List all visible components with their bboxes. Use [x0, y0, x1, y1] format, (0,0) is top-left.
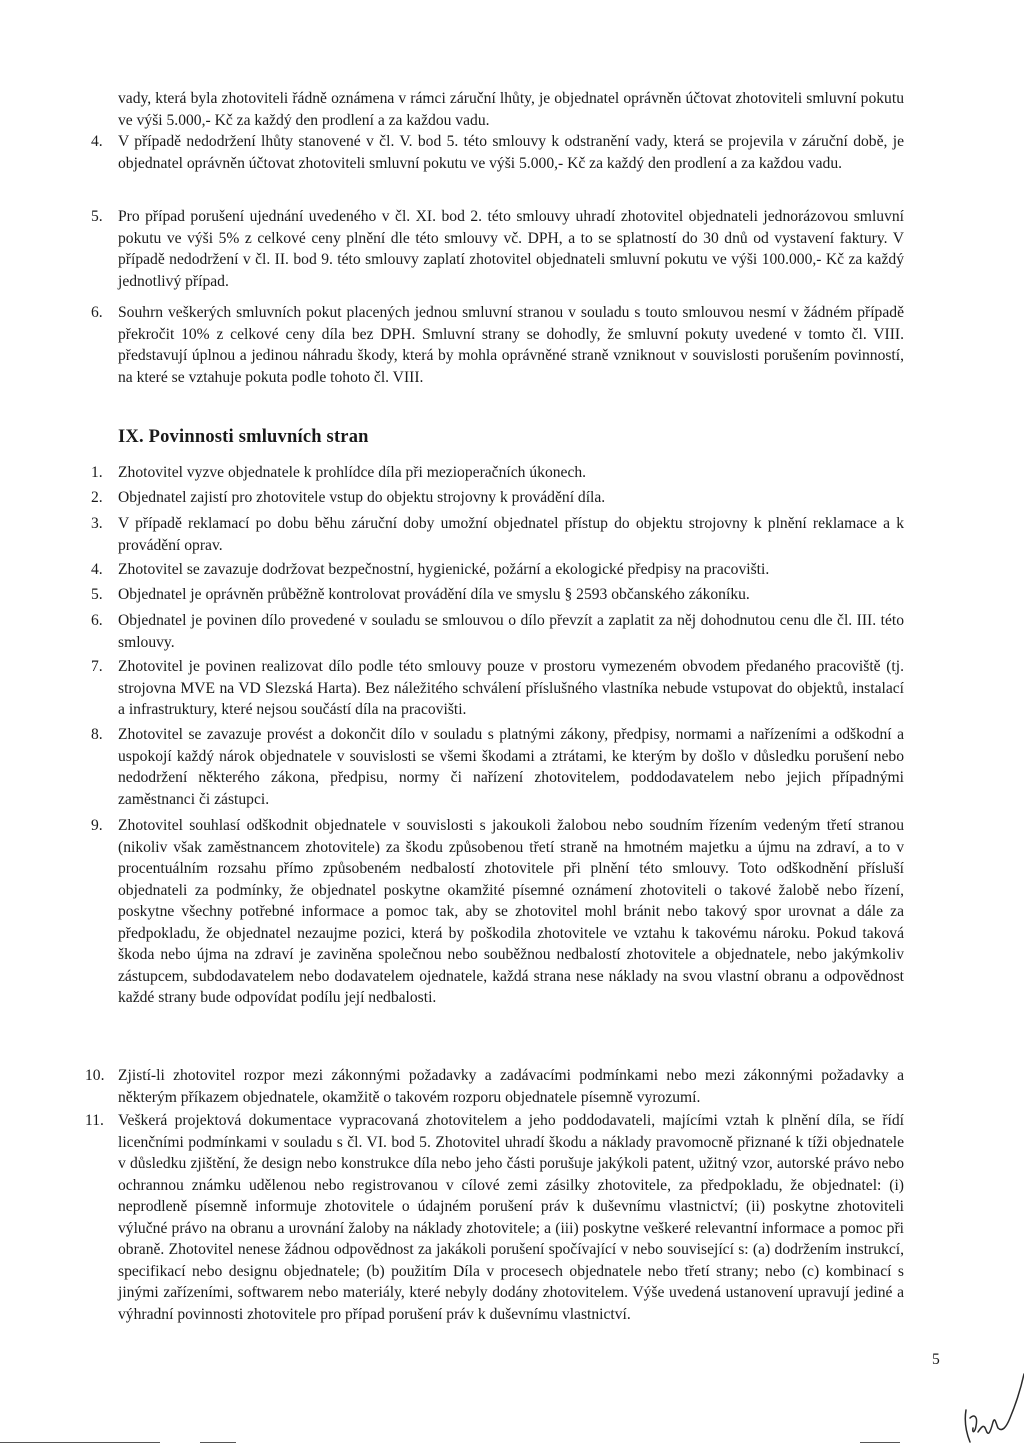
item-number: 4.	[91, 561, 103, 578]
item-number: 5.	[91, 586, 103, 603]
item-number: 7.	[91, 658, 103, 675]
item-number: 11.	[85, 1112, 104, 1129]
list-item-ix-1	[91, 462, 904, 484]
list-item-ix-8	[91, 724, 904, 810]
paragraph-continuation: vady, která byla zhotoviteli řádně oznámena v rámci záruční lhůty, je objednatel oprávněn účtovat zhotoviteli smluvní pokutu ve výši 5.000,- Kč za každý den prodlení a za každou vadu.	[118, 90, 904, 129]
item-text: Objednatel zajistí pro zhotovitele vstup do objektu strojovny k provádění díla.	[118, 489, 606, 506]
list-item-viii-4	[91, 131, 904, 174]
item-text: Zhotovitel souhlasí odškodnit objednatele v souvislosti s jakoukoli žalobou nebo soudním řízením vedeným třetí stranou (nikoliv však zaměstnancem zhotovitele) za škodu způsobenou třetí straně na hmotném majetku a újmu na zdraví, a to v procentuálním rozsahu přímo způsobeném nedbalostí zhotovitele při plnění této smlouvy. Toto odškodnění přísluší objednateli za podmínky, že objednatel poskytne okamžité písemné oznámení zhotoviteli o takové žalobě nebo řízení, poskytne všechny potřebné informace a pomoc tak, aby se zhotovitel mohl bránit nebo takový spor urovnat a dále za předpokladu, že objednatel nezaujme pozici, která by poškodila zhotovitele ve vztahu k takovému nároku. Pokud taková škoda nebo újma na zdraví je zaviněna společnou nebo souběžnou nedbalostí zhotovitele a objednatele, nebo jakýmkoliv zástupcem, subdodavatelem nebo dodavatelem ojednatele, každá strana nese náklady na svou vlastní obranu a odpovědnost každé strany bude odpovídat podílu její nedbalosti.	[118, 817, 904, 1006]
item-number: 4.	[91, 133, 103, 150]
list-item-ix-7	[91, 656, 904, 721]
item-text: Souhrn veškerých smluvních pokut placených jednou smluvní stranou v souladu s touto smlouvou nesmí v žádném případě překročit 10% z celkové ceny díla bez DPH. Smluvní strany se dohodly, že smluvní pokuty uvedené v tomto čl. VIII. představují úplnou a jedinou náhradu škody, která by mohla oprávněné straně vzniknout v souvislosti porušením povinností, na které se vztahuje pokuta podle tohoto čl. VIII.	[118, 304, 904, 386]
list-item-ix-3	[91, 513, 904, 556]
list-item-ix-9	[91, 815, 904, 1009]
list-item-ix-6	[91, 610, 904, 653]
bottom-scan-line	[200, 1442, 236, 1443]
section-heading-ix: IX. Povinnosti smluvních stran	[118, 427, 369, 447]
item-text: Pro případ porušení ujednání uvedeného v čl. XI. bod 2. této smlouvy uhradí zhotovitel objednateli jednorázovou smluvní pokutu ve výši 5% z celkové ceny plnění dle této smlouvy vč. DPH, a to se splatností do 30 dnů od vystavení faktury. V případě nedodržení v čl. II. bod 9. této smlouvy zaplatí zhotovitel objednateli smluvní pokutu ve výši 100.000,- Kč za každý jednotlivý případ.	[118, 208, 904, 290]
item-text: Zhotovitel se zavazuje dodržovat bezpečnostní, hygienické, požární a ekologické předpisy na pracovišti.	[118, 561, 770, 578]
item-text: Zhotovitel vyzve objednatele k prohlídce díla při mezioperačních úkonech.	[118, 464, 587, 481]
list-item-viii-6	[91, 302, 904, 388]
item-text: Zhotovitel je povinen realizovat dílo podle této smlouvy pouze v prostoru vymezeném obvodem předaného pracoviště (tj. strojovna MVE na VD Slezská Harta). Bez náležitého schválení příslušného vlastníka nebude vstupovat do objektů, instalací a infrastruktury, které nejsou součástí díla na pracovišti.	[118, 658, 904, 718]
list-item-ix-11	[85, 1110, 904, 1325]
item-number: 1.	[91, 464, 103, 481]
item-text: Zhotovitel se zavazuje provést a dokončit dílo v souladu s platnými zákony, předpisy, normami a nařízeními a odškodní a uspokojí každý nárok objednatele v souvislosti se všemi škodami a ztrátami, ke kterým by došlo v důsledku porušení nebo nedodržení některého zákona, předpisu, normy či nařízení zhotovitelem, poddodavatelem nebo jejich případnými zaměstnanci či zástupci.	[118, 726, 904, 808]
list-item-viii-5	[91, 206, 904, 292]
item-number: 5.	[91, 208, 103, 225]
item-number: 6.	[91, 612, 103, 629]
list-item-ix-2	[91, 487, 904, 509]
page-number: 5	[932, 1351, 940, 1368]
handwritten-initials	[960, 1370, 1024, 1446]
item-text: Objednatel je oprávněn průběžně kontrolovat provádění díla ve smyslu § 2593 občanského zákoníku.	[118, 586, 750, 603]
item-number: 8.	[91, 726, 103, 743]
item-text: Objednatel je povinen dílo provedené v souladu se smlouvou o dílo převzít a zaplatit za něj dohodnutou cenu dle čl. III. této smlouvy.	[118, 612, 904, 651]
bottom-scan-line	[0, 1442, 160, 1443]
list-item-ix-4	[91, 559, 904, 581]
item-text: V případě reklamací po dobu běhu záruční doby umožní objednatel přístup do objektu strojovny k plnění reklamace a k provádění oprav.	[118, 515, 904, 554]
item-text: Zjistí-li zhotovitel rozpor mezi zákonnými požadavky a zadávacími podmínkami nebo mezi zákonnými požadavky a některým příkazem objednatele, okamžitě o takovém rozporu objednatele písemně vyrozumí.	[118, 1067, 904, 1106]
item-number: 10.	[85, 1067, 105, 1084]
item-number: 3.	[91, 515, 103, 532]
list-item-ix-5	[91, 584, 904, 606]
item-number: 6.	[91, 304, 103, 321]
list-item-ix-10	[85, 1065, 904, 1108]
item-text: Veškerá projektová dokumentace vypracovaná zhotovitelem a jeho poddodavateli, majícími vztah k plnění díla, se řídí licenčními podmínkami v souladu s čl. VI. bod 5. Zhotovitel uhradí škodu a náklady pravomocně přiznané k tíži objednatele v důsledku zjištění, že design nebo konstrukce díla nebo jeho části porušuje jakýkoli patent, užitný vzor, autorské právo nebo ochrannou známku udělenou nebo registrovanou v cílové zemi zásilky zhotovitele, za předpokladu, že objednatel: (i) neprodleně písemně informuje zhotovitele o údajném porušení práv k duševnímu vlastnictví; (ii) poskytne zhotoviteli výlučné právo na obranu a urovnání žaloby na náklady zhotovitele; a (iii) poskytne veškeré relevantní informace a pomoc při obraně. Zhotovitel nenese žádnou odpovědnost za jakákoli porušení spočívající v nebo související s: (a) dodržením instrukcí, specifikací nebo designu objednatele; (b) použitím Díla v procesech objednatele nebo třetí strany; nebo (c) kombinací s jinými zařízeními, softwarem nebo materiály, které nebyly dodány zhotovitelem. Výše uvedená ustanovení upravují jediné a výhradní povinnosti zhotovitele pro případ porušení práv k duševnímu vlastnictví.	[118, 1112, 904, 1323]
item-number: 9.	[91, 817, 103, 834]
bottom-scan-line	[860, 1442, 900, 1443]
item-text: V případě nedodržení lhůty stanovené v čl. V. bod 5. této smlouvy k odstranění vady, která se projevila v záruční době, je objednatel oprávněn účtovat zhotoviteli smluvní pokutu ve výši 5.000,- Kč za každý den prodlení a za každou vadu.	[118, 133, 904, 172]
item-number: 2.	[91, 489, 103, 506]
